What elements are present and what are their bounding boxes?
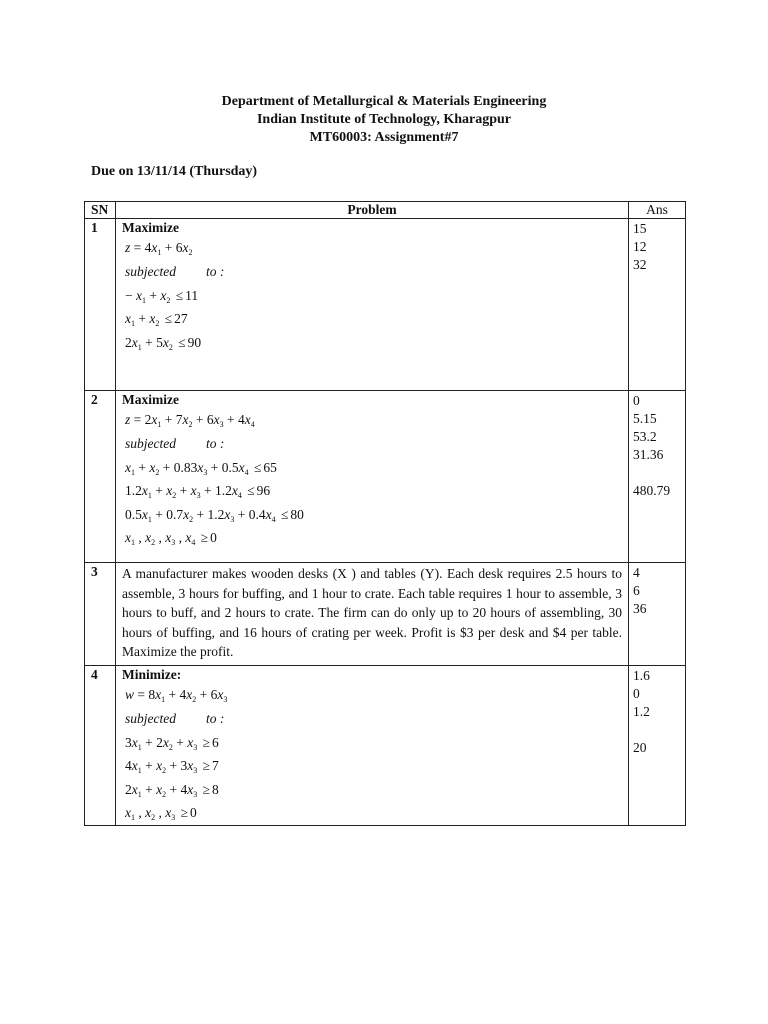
table-row: [85, 391, 686, 563]
answer-value: 6: [633, 583, 640, 598]
answer-value: 5.15: [633, 411, 657, 426]
answer-value: 4: [633, 565, 640, 580]
problem-cell: [116, 391, 629, 563]
answer-value: 15: [633, 221, 647, 236]
table-row: [85, 666, 686, 826]
ans-header: Ans: [629, 202, 686, 219]
constraint: $1.2x_1 + x_2 + x_3 + 1.2x_4 \le 96$: [125, 483, 271, 500]
answer-value: 32: [633, 257, 647, 272]
constraint: $3x_1 + 2x_2 + x_3 \ge 6$: [125, 734, 219, 752]
constraint: $x_1 + x_2 + 0.83x_3 + 0.5x_4 \le 65$: [125, 459, 277, 477]
non-negativity-constraint: $x_1$ , $x_2$ , $x_3$ , $x_4 \ge 0$: [125, 530, 217, 547]
answer-cell: [629, 666, 686, 826]
problem-title: Maximize: [122, 220, 179, 235]
row-sn: 1: [85, 219, 116, 391]
constraint: $4x_1 + x_2 + 3x_3 \ge 7$: [125, 758, 219, 775]
answer-cell: [629, 563, 686, 666]
non-negativity-constraint: $x_1$ , $x_2$ , $x_3 \ge 0$: [125, 805, 197, 822]
row-sn: 4: [85, 666, 116, 826]
answer-value: 1.2: [633, 704, 650, 719]
row-sn: 2: [85, 391, 116, 563]
sn-header: SN: [85, 202, 116, 219]
word-problem-text: A manufacturer makes wooden desks (X ) and tables (Y). Each desk requires 2.5 hours to assemble, 3 hours for buffing, and 1 hour to crate. Each table requires 1 hour to assemble, 3 hours to buff, and 2 hours to crate. The firm can do only up to 20 hours of assembling, 30 hours of buffing, and 16 hours of crating per week. Profit is $3 per desk and $4 per table. Maximize the profit.: [122, 566, 622, 659]
problem-title: Minimize:: [122, 667, 182, 682]
answer-value: 53.2: [633, 429, 657, 444]
assignment-title: MT60003: Assignment#7: [309, 130, 459, 145]
table-row: [85, 563, 686, 666]
answer-cell: [629, 391, 686, 563]
problem-cell: [116, 219, 629, 391]
objective-equation: $z = 2x_1 + 7x_2 + 6x_3 + 4x_4$: [125, 412, 255, 429]
answer-value: 480.79: [633, 483, 671, 498]
answer-value: 0: [633, 393, 640, 408]
constraint: $2x_1 + 5x_2 \le 90$: [125, 334, 202, 352]
answer-value: 20: [633, 740, 647, 755]
constraint: $0.5x_1 + 0.7x_2 + 1.2x_3 + 0.4x_4 \le 80$: [125, 506, 304, 524]
due-date: Due on 13/11/14 (Thursday): [91, 164, 258, 179]
subjected-to-label: subjected to :: [125, 710, 225, 726]
answer-value: 36: [633, 601, 647, 616]
answer-value: 12: [633, 239, 647, 254]
subjected-to-label: subjected to :: [125, 263, 225, 279]
objective-equation: $z = 4x_1 + 6x_2$: [125, 240, 193, 257]
problem-header: Problem: [116, 202, 629, 219]
table-row: [85, 219, 686, 391]
problem-cell: [116, 666, 629, 826]
subjected-to-label: subjected to :: [125, 435, 225, 451]
answer-value: 31.36: [633, 447, 664, 462]
department-title: Department of Metallurgical & Materials Engineering: [221, 94, 547, 109]
problem-table: [84, 201, 686, 826]
answer-value: 0: [633, 686, 640, 701]
table-header-row: [85, 202, 686, 219]
answer-cell: [629, 219, 686, 391]
problem-title: Maximize: [122, 392, 179, 407]
row-sn: 3: [85, 563, 116, 666]
problem-cell: [116, 563, 629, 666]
constraint: $x_1 + x_2 \le 27$: [125, 311, 188, 328]
constraint: $2x_1 + x_2 + 4x_3 \ge 8$: [125, 781, 219, 799]
institute-title: Indian Institute of Technology, Kharagpur: [256, 112, 511, 127]
answer-value: 1.6: [633, 668, 650, 683]
document-header: [0, 93, 768, 147]
objective-equation: $w = 8x_1 + 4x_2 + 6x_3$: [125, 687, 228, 704]
constraint: − $x_1 + x_2 \le 11$: [125, 287, 199, 305]
